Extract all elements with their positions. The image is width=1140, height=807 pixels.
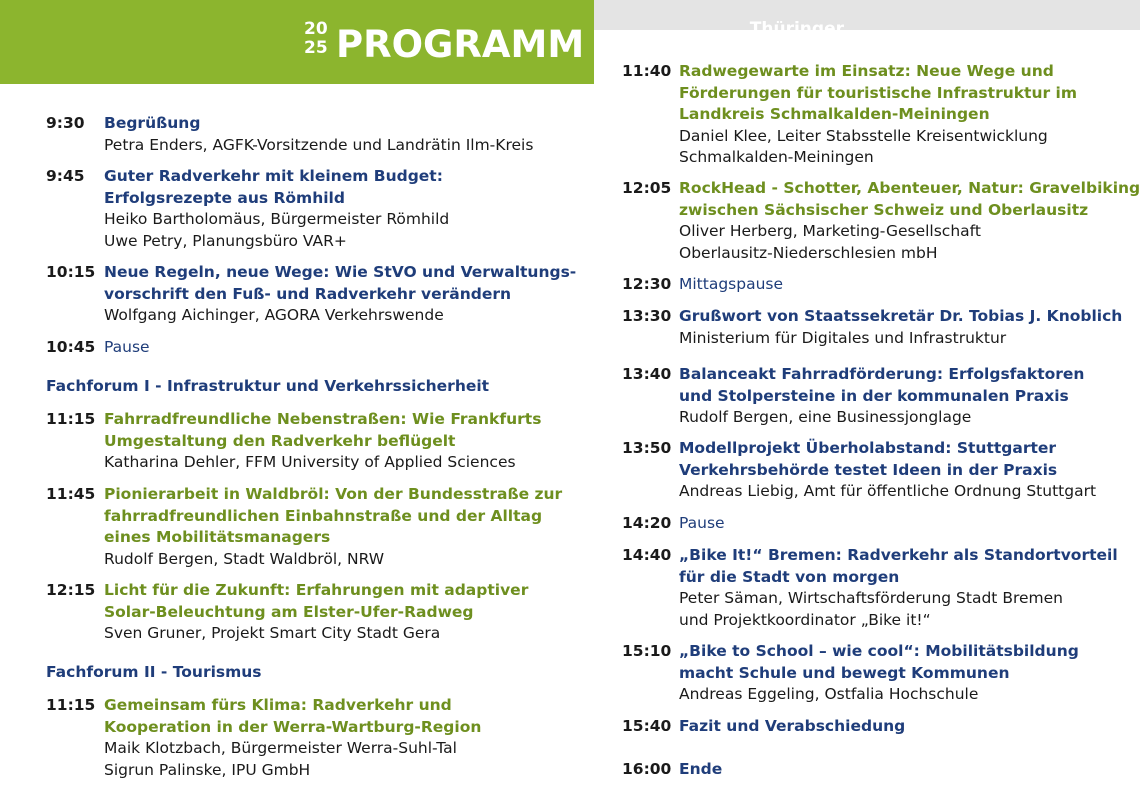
agenda-time: 14:40: [622, 546, 672, 564]
agenda-time: 13:30: [622, 307, 672, 325]
agenda-speaker: Wolfgang Aichinger, AGORA Verkehrswende: [104, 306, 444, 324]
agenda-speaker: Andreas Eggeling, Ostfalia Hochschule: [679, 685, 979, 703]
agenda-title: Modellprojekt Überholabstand: Stuttgarter: [679, 439, 1057, 457]
agenda-speaker: Rudolf Bergen, Stadt Waldbröl, NRW: [104, 549, 385, 568]
agenda-time: 9:30: [46, 114, 85, 132]
agenda-title: Fazit und Verabschiedung: [679, 717, 906, 735]
agenda-title: „Bike It!“ Bremen: Radverkehr als Standortvorteil: [679, 546, 1118, 564]
agenda-title: Fahrradfreundliche Nebenstraßen: Wie Frankfurts: [104, 410, 542, 428]
agenda-time: 10:15: [46, 263, 96, 281]
agenda-speaker: Oliver Herberg, Marketing-Gesellschaft: [679, 222, 981, 240]
agenda-title: Umgestaltung den Radverkehr beflügelt: [104, 431, 456, 450]
agenda-time: 15:40: [622, 717, 672, 735]
agenda-time: 13:50: [622, 439, 672, 457]
agenda-speaker: Oberlausitz-Niederschlesien mbH: [679, 243, 938, 262]
agenda-title: fahrradfreundlichen Einbahnstraße und der Alltag: [104, 506, 543, 525]
agenda-speaker: Schmalkalden-Meiningen: [679, 148, 874, 166]
agenda-title: Landkreis Schmalkalden-Meiningen: [679, 105, 990, 123]
agenda-speaker: Peter Säman, Wirtschaftsförderung Stadt Bremen: [679, 589, 1063, 607]
agenda-title: und Stolpersteine in der kommunalen Praxis: [679, 386, 1069, 405]
agenda-speaker: Petra Enders, AGFK-Vorsitzende und Landrätin Ilm-Kreis: [104, 135, 534, 154]
agenda-title: Radwegewarte im Einsatz: Neue Wege und: [679, 62, 1054, 80]
agenda-time: 11:40: [622, 62, 672, 80]
agenda-time: 16:00: [622, 760, 672, 778]
agenda-time: 10:45: [46, 338, 96, 356]
agenda-time: 12:15: [46, 581, 96, 599]
conference-name-line1: Thüringer: [749, 19, 844, 39]
agenda-title: RockHead - Schotter, Abenteuer, Natur: Gravelbiking: [679, 179, 1140, 197]
agenda-time: 14:20: [622, 514, 672, 532]
agenda-title: Balanceakt Fahrradförderung: Erfolgsfaktoren: [679, 365, 1085, 383]
agenda-title: Licht für die Zukunft: Erfahrungen mit adaptiver: [104, 581, 529, 599]
agenda-speaker: Uwe Petry, Planungsbüro VAR+: [104, 231, 347, 250]
agenda-time: 11:15: [46, 410, 96, 428]
agenda-speaker: Maik Klotzbach, Bürgermeister Werra-Suhl-Tal: [104, 739, 457, 757]
year-line1: 20: [304, 19, 328, 39]
agenda-speaker: Ministerium für Digitales und Infrastruktur: [679, 328, 1007, 347]
agenda-title: Verkehrsbehörde testet Ideen in der Praxis: [679, 460, 1058, 479]
agenda-title: Pause: [679, 514, 725, 532]
agenda-title: macht Schule und bewegt Kommunen: [679, 663, 1010, 682]
year-line2: 25: [304, 38, 328, 58]
agenda-time: 11:45: [46, 485, 96, 503]
agenda-title: Guter Radverkehr mit kleinem Budget:: [104, 167, 443, 185]
forum-heading: Fachforum II - Tourismus: [46, 663, 262, 681]
agenda-title: vorschrift den Fuß- und Radverkehr verändern: [104, 284, 512, 303]
agenda-title: für die Stadt von morgen: [679, 567, 900, 586]
page-title: PROGRAMM: [336, 23, 585, 66]
agenda-title: Mittagspause: [679, 275, 784, 293]
agenda-time: 12:05: [622, 179, 672, 197]
agenda-speaker: Katharina Dehler, FFM University of Applied Sciences: [104, 453, 516, 471]
agenda-title: zwischen Sächsischer Schweiz und Oberlausitz: [679, 200, 1089, 219]
agenda-title: Förderungen für touristische Infrastruktur im: [679, 83, 1078, 102]
conference-year: [304, 20, 328, 58]
agenda-time: 13:40: [622, 365, 672, 383]
agenda-time: 15:10: [622, 642, 672, 660]
agenda-title: Kooperation in der Werra-Wartburg-Region: [104, 717, 482, 736]
agenda-speaker: und Projektkoordinator „Bike it!“: [679, 610, 931, 629]
agenda-speaker: Andreas Liebig, Amt für öffentliche Ordnung Stuttgart: [679, 482, 1097, 500]
agenda-time: 12:30: [622, 275, 672, 293]
agenda-title: Erfolgsrezepte aus Römhild: [104, 188, 345, 207]
agenda-title: Gemeinsam fürs Klima: Radverkehr und: [104, 696, 452, 714]
agenda-title: Ende: [679, 760, 723, 778]
agenda-speaker: Sigrun Palinske, IPU GmbH: [104, 760, 311, 779]
agenda-speaker: Daniel Klee, Leiter Stabsstelle Kreisentwicklung: [679, 126, 1048, 145]
forum-heading: Fachforum I - Infrastruktur und Verkehrssicherheit: [46, 377, 490, 395]
agenda-time: 11:15: [46, 696, 96, 714]
agenda-speaker: Rudolf Bergen, eine Businessjonglage: [679, 408, 972, 426]
conference-name-line2: Radverkehrskonferenz: [627, 38, 844, 58]
agenda-title: Solar-Beleuchtung am Elster-Ufer-Radweg: [104, 602, 474, 621]
agenda-title: Begrüßung: [104, 114, 201, 132]
agenda-title: Pause: [104, 338, 150, 356]
agenda-time: 9:45: [46, 167, 85, 185]
agenda-title: Pionierarbeit in Waldbröl: Von der Bundesstraße zur: [104, 485, 563, 503]
agenda-title: Grußwort von Staatssekretär Dr. Tobias J. Knoblich: [679, 307, 1123, 325]
conference-name: [628, 20, 844, 58]
agenda-title: „Bike to School – wie cool“: Mobilitätsbildung: [679, 642, 1079, 660]
agenda-title: Neue Regeln, neue Wege: Wie StVO und Verwaltungs-: [104, 263, 577, 281]
agenda-speaker: Sven Gruner, Projekt Smart City Stadt Gera: [104, 624, 441, 642]
agenda-title: eines Mobilitätsmanagers: [104, 528, 331, 546]
agenda-speaker: Heiko Bartholomäus, Bürgermeister Römhild: [104, 210, 450, 228]
